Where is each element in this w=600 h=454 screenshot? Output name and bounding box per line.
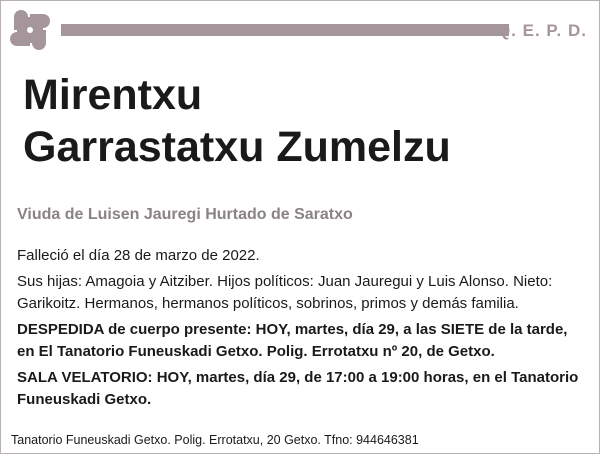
name-line-2: Garrastatxu Zumelzu xyxy=(23,123,451,171)
obituary-body xyxy=(17,245,589,415)
funeral-home-footer: Tanatorio Funeuskadi Getxo. Polig. Errotatxu, 20 Getxo. Tfno: 944646381 xyxy=(11,433,419,447)
wake-text: SALA VELATORIO: HOY, martes, día 29, de 17:00 a 19:00 horas, en el Tanatorio Funeuskadi Getxo. xyxy=(17,369,579,408)
family-text: Sus hijas: Amagoia y Aitziber. Hijos políticos: Juan Jauregui y Luis Alonso. Nieto: Garikoitz. Hermanos, hermanos políticos, sobrinos, primos y demás familia. xyxy=(17,273,553,312)
widow-subtitle: Viuda de Luisen Jauregi Hurtado de Saratxo xyxy=(17,206,353,223)
lauburu-icon xyxy=(7,7,53,53)
header-rule xyxy=(61,24,509,36)
deceased-name xyxy=(23,69,451,173)
qepd-badge: Q. E. P. D. xyxy=(496,21,587,40)
death-date-text: Falleció el día 28 de marzo de 2022. xyxy=(17,247,260,264)
name-line-1: Mirentxu xyxy=(23,71,203,119)
farewell-text: DESPEDIDA de cuerpo presente: HOY, martes, día 29, a las SIETE de la tarde, en El Tanatorio Funeuskadi Getxo. Polig. Errotatxu nº 20, de Getxo. xyxy=(17,321,568,360)
